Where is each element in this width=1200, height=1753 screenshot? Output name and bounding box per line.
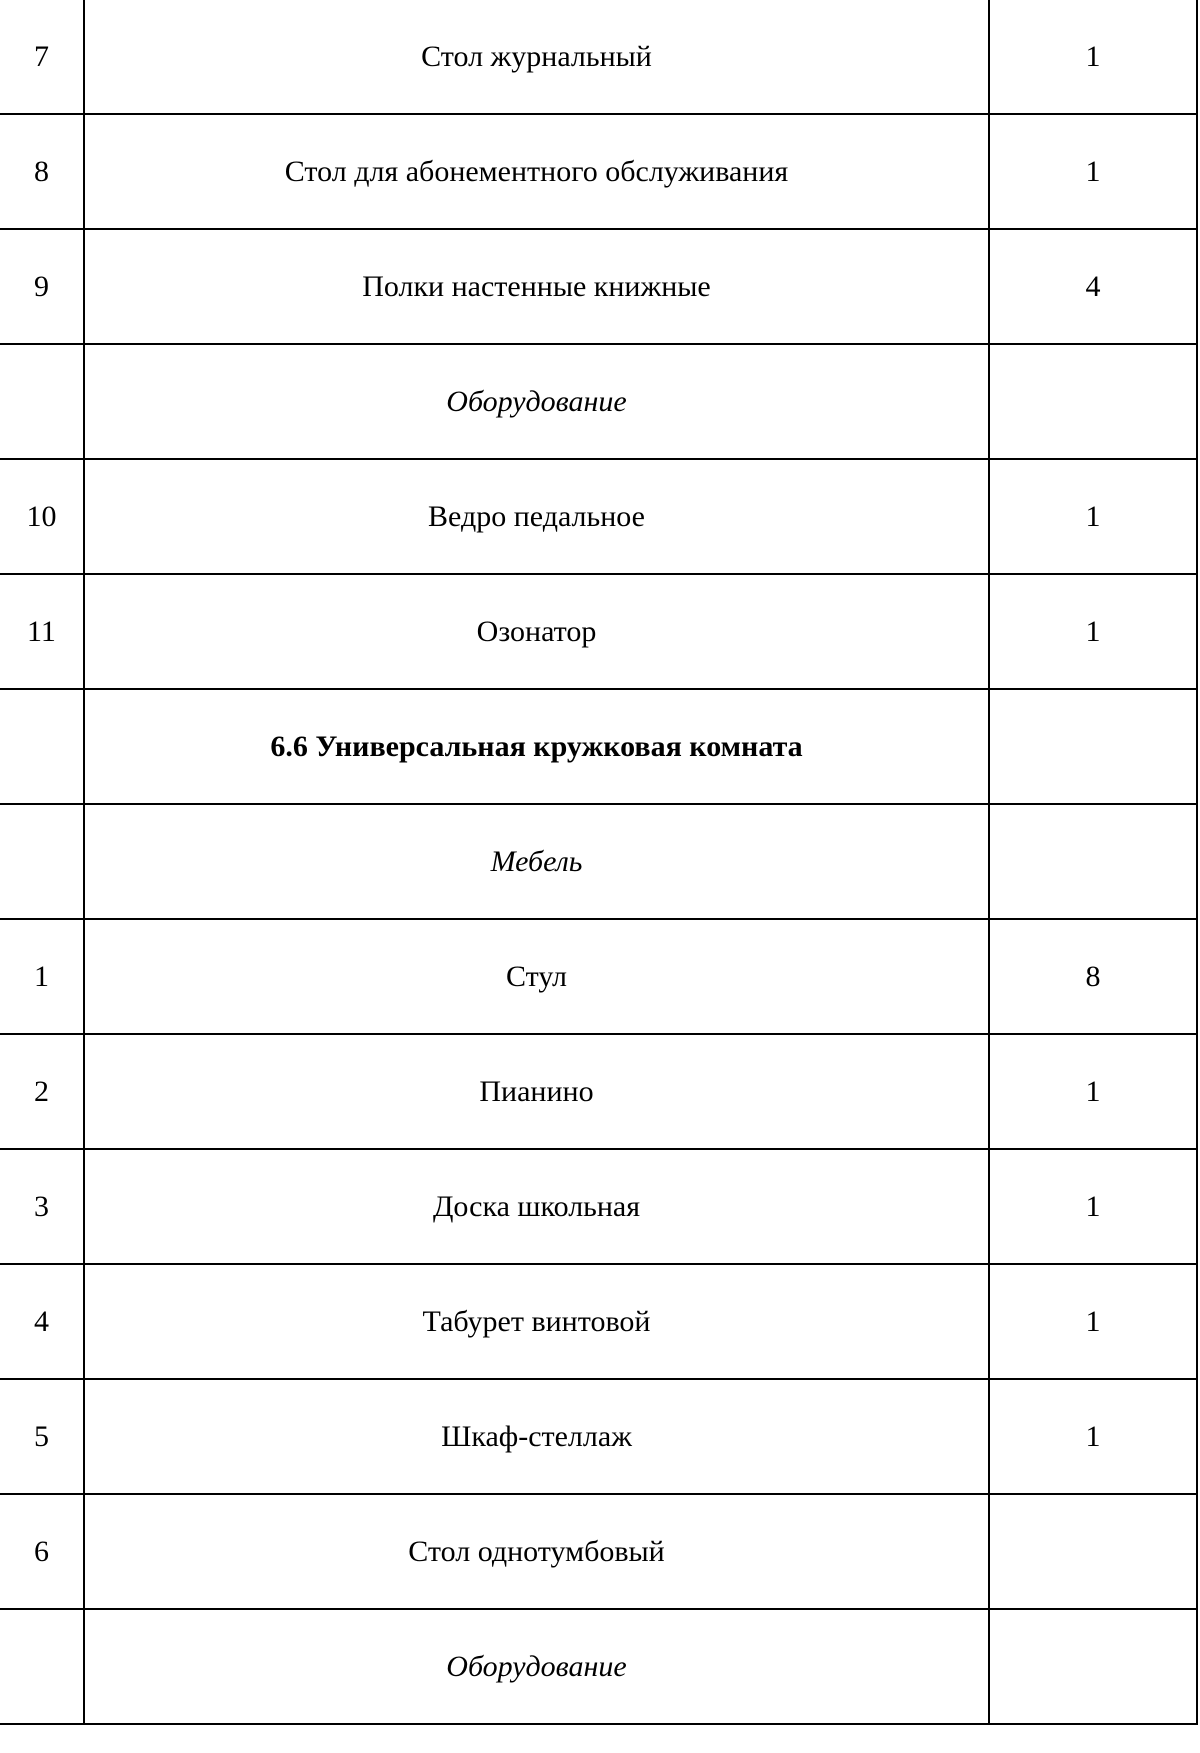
quantity-cell	[989, 344, 1197, 459]
section-heading-row	[0, 689, 1197, 804]
row-number-cell: 6	[0, 1494, 84, 1609]
category-name-cell: Мебель	[84, 804, 989, 919]
item-name-cell: Стол однотумбовый	[84, 1494, 989, 1609]
category-row	[0, 344, 1197, 459]
quantity-cell: 1	[989, 459, 1197, 574]
quantity-cell: 1	[989, 1034, 1197, 1149]
row-number-cell: 8	[0, 114, 84, 229]
table-row	[0, 1379, 1197, 1494]
item-name-cell: Табурет винтовой	[84, 1264, 989, 1379]
item-name-cell: Доска школьная	[84, 1149, 989, 1264]
row-number-cell	[0, 1609, 84, 1724]
table-row	[0, 0, 1197, 114]
category-name-cell: Оборудование	[84, 1609, 989, 1724]
item-name-cell: Стол для абонементного обслуживания	[84, 114, 989, 229]
quantity-cell	[989, 1609, 1197, 1724]
row-number-cell: 11	[0, 574, 84, 689]
table-row	[0, 114, 1197, 229]
item-name-cell: Пианино	[84, 1034, 989, 1149]
quantity-cell	[989, 1494, 1197, 1609]
item-name-cell: Шкаф-стеллаж	[84, 1379, 989, 1494]
row-number-cell	[0, 804, 84, 919]
row-number-cell: 4	[0, 1264, 84, 1379]
item-name-cell: Стол журнальный	[84, 0, 989, 114]
category-row	[0, 1609, 1197, 1724]
quantity-cell: 1	[989, 1149, 1197, 1264]
quantity-cell: 1	[989, 114, 1197, 229]
row-number-cell: 9	[0, 229, 84, 344]
quantity-cell: 1	[989, 0, 1197, 114]
row-number-cell: 3	[0, 1149, 84, 1264]
table-row	[0, 229, 1197, 344]
quantity-cell: 4	[989, 229, 1197, 344]
row-number-cell: 1	[0, 919, 84, 1034]
row-number-cell	[0, 689, 84, 804]
quantity-cell	[989, 689, 1197, 804]
table-row	[0, 459, 1197, 574]
table-row	[0, 919, 1197, 1034]
item-name-cell: Стул	[84, 919, 989, 1034]
quantity-cell: 1	[989, 1379, 1197, 1494]
quantity-cell: 1	[989, 574, 1197, 689]
category-row	[0, 804, 1197, 919]
row-number-cell: 7	[0, 0, 84, 114]
quantity-cell: 8	[989, 919, 1197, 1034]
row-number-cell: 2	[0, 1034, 84, 1149]
quantity-cell	[989, 804, 1197, 919]
row-number-cell: 10	[0, 459, 84, 574]
table-row	[0, 1264, 1197, 1379]
quantity-cell: 1	[989, 1264, 1197, 1379]
item-name-cell: Озонатор	[84, 574, 989, 689]
item-name-cell: Полки настенные книжные	[84, 229, 989, 344]
table-row	[0, 1034, 1197, 1149]
category-name-cell: Оборудование	[84, 344, 989, 459]
row-number-cell	[0, 344, 84, 459]
row-number-cell: 5	[0, 1379, 84, 1494]
table-row	[0, 1149, 1197, 1264]
table-row	[0, 574, 1197, 689]
item-name-cell: Ведро педальное	[84, 459, 989, 574]
table-row	[0, 1494, 1197, 1609]
section-title-cell: 6.6 Универсальная кружковая комната	[84, 689, 989, 804]
